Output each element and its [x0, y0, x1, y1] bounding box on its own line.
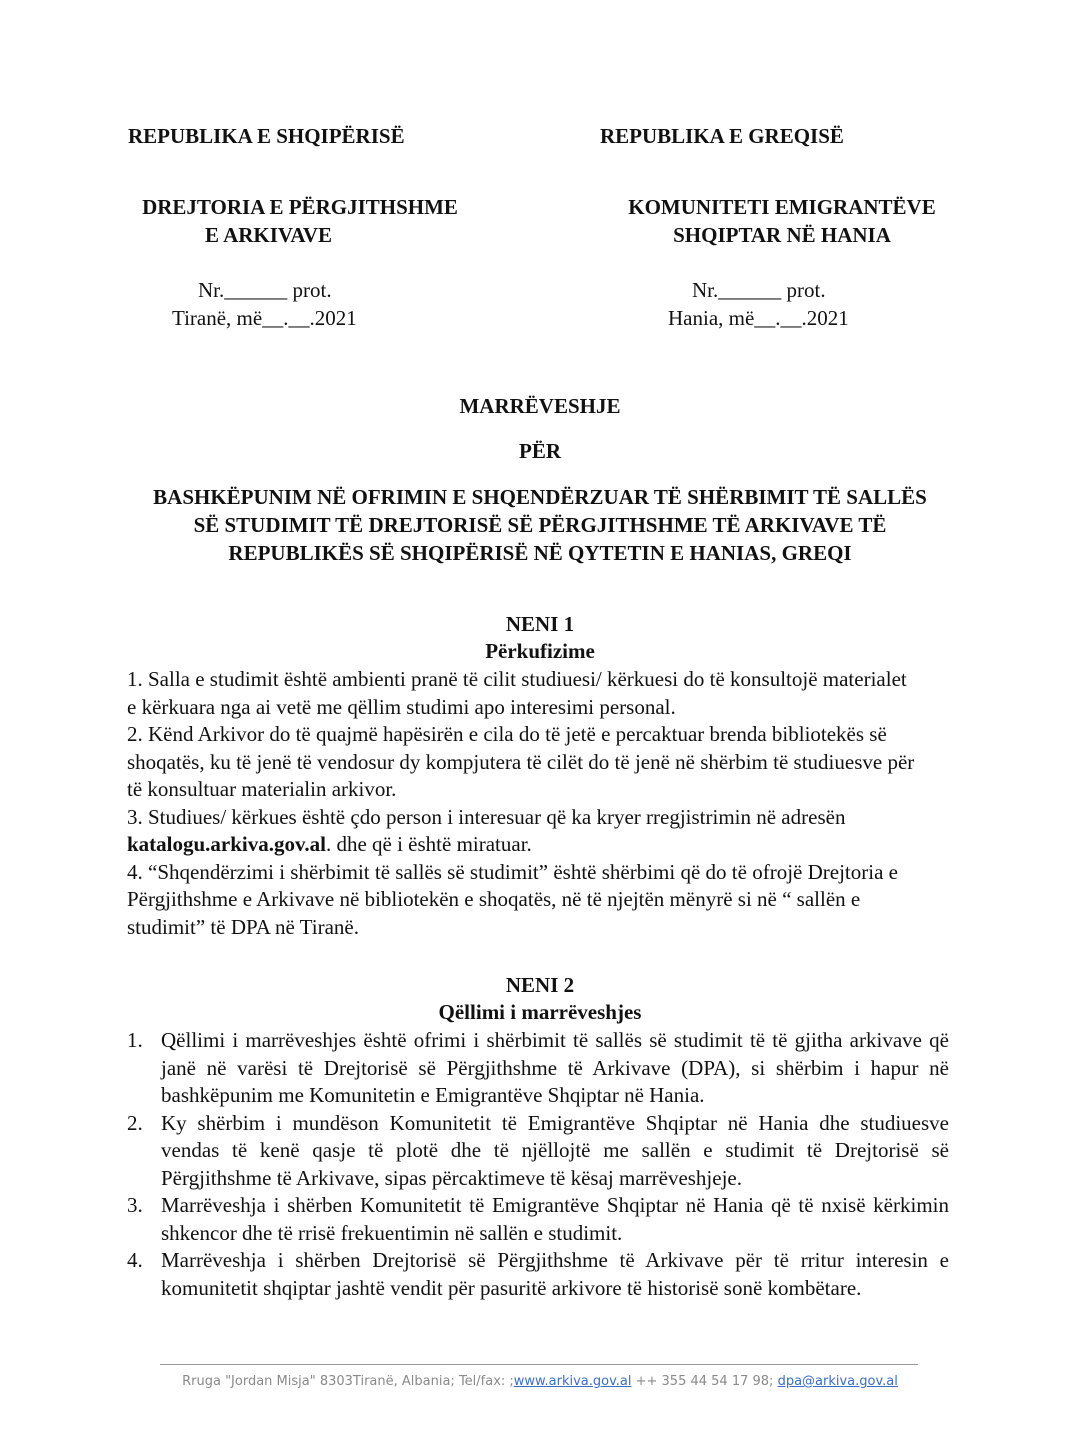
- footer-divider: [160, 1364, 918, 1365]
- right-country-heading: REPUBLIKA E GREQISË: [600, 124, 844, 148]
- list-item-text: Ky shërbim i mundëson Komunitetit të Emigrantëve Shqiptar në Hania dhe studiuesve vendas të kenë qasje të plotë dhe të njëllojtë me sallën e studimit të Drejtorisë së Përgjithshme të Arkivave, sipas përcaktimeve të kësaj marrëveshjeje.: [161, 1110, 949, 1190]
- list-item-text: Marrëveshja i shërben Komunitetit të Emigrantëve Shqiptar në Hania që të nxisë kërkimin shkencor dhe të rrisë frekuentimin në sallën e studimit.: [161, 1193, 949, 1245]
- left-date: Tiranë, më__.__.2021: [172, 306, 357, 330]
- right-org-line2: SHQIPTAR NË HANIA: [673, 223, 891, 247]
- footer-address: Rruga "Jordan Misja" 8303Tiranë, Albania; Tel/fax: ;: [182, 1374, 514, 1389]
- list-item-text: Marrëveshja i shërben Drejtorisë së Përgjithshme të Arkivave për të rritur interesin e komunitetit shqiptar jashtë vendit për pasuritë arkivore të historisë sonë kombëtare.: [161, 1248, 949, 1300]
- list-item-number: 4.: [127, 1248, 143, 1272]
- list-item: [127, 1192, 949, 1247]
- list-item-number: 1.: [127, 1028, 143, 1052]
- email-link[interactable]: dpa@arkiva.gov.al: [777, 1374, 898, 1389]
- catalog-address: katalogu.arkiva.gov.al: [127, 832, 326, 856]
- definition-3-line-1: 3. Studiues/ kërkues është çdo person i interesuar që ka kryer rregjistrimin në adresën: [127, 804, 846, 829]
- right-org-line1: KOMUNITETI EMIGRANTËVE: [628, 195, 936, 219]
- left-org-line1: DREJTORIA E PËRGJITHSHME: [142, 195, 458, 219]
- definition-3-rest: . dhe që i është miratuar.: [325, 832, 532, 856]
- list-item-number: 2.: [127, 1110, 143, 1135]
- article-2-list: [127, 1027, 949, 1302]
- article-1-heading: NENI 1: [505, 612, 575, 636]
- left-org-line2: E ARKIVAVE: [205, 223, 333, 247]
- definition-2-line-2: shoqatës, ku të jenë të vendosur dy kompjutera të cilët do të jenë në shërbim të studiuesve për: [127, 749, 915, 774]
- right-date: Hania, më__.__.2021: [668, 306, 849, 330]
- list-item: [127, 1110, 949, 1193]
- definition-3-line-2: [127, 831, 949, 859]
- definition-2-line-1: 2. Kënd Arkivor do të quajmë hapësirën e cila do të jetë e percaktuar brenda bibliotekës së: [127, 722, 887, 746]
- definition-4-line-3: studimit” të DPA në Tiranë.: [127, 914, 359, 939]
- list-item-text: Qëllimi i marrëveshjes është ofrimi i shërbimit të sallës së studimit të të gjitha arkivave që janë në varësi të Drejtorisë së Përgjithshme të Arkivave (DPA), si shërbim i hapur në bashkëpunim me Komunitetin e Emigrantëve Shqiptar në Hania.: [161, 1028, 949, 1107]
- article-1-subheading: Përkufizime: [485, 639, 595, 663]
- left-country-heading: REPUBLIKA E SHQIPËRISË: [128, 124, 405, 148]
- footer-phone: ++ 355 44 54 17 98;: [631, 1374, 778, 1389]
- website-link[interactable]: www.arkiva.gov.al: [513, 1374, 632, 1389]
- definition-4-line-1: 4. “Shqendërzimi i shërbimit të sallës së studimit” është shërbimi që do të ofrojë Drejtoria e: [127, 859, 898, 884]
- title-per: PËR: [519, 439, 561, 463]
- article-2-subheading: Qëllimi i marrëveshjes: [438, 1000, 642, 1024]
- title-line-3: REPUBLIKËS SË SHQIPËRISË NË QYTETIN E HANIAS, GREQI: [228, 541, 852, 565]
- list-item-number: 3.: [127, 1193, 143, 1217]
- footer: [0, 1372, 1080, 1392]
- list-item: [127, 1027, 949, 1110]
- definition-2-line-3: të konsultuar materialin arkivor.: [127, 777, 397, 801]
- article-2-heading: NENI 2: [505, 973, 575, 997]
- definition-4-line-2: Përgjithshme e Arkivave në bibliotekën e shoqatës, në të njejtën mënyrë si në “ sallën e: [127, 887, 861, 911]
- list-item: [127, 1247, 949, 1302]
- right-protocol-number: Nr.______ prot.: [692, 278, 826, 302]
- article-1-body: [127, 666, 949, 941]
- definition-1-line-2: e kërkuara nga ai vetë me qëllim studimi apo interesimi personal.: [127, 694, 676, 719]
- title-line-2: SË STUDIMIT TË DREJTORISË SË PËRGJITHSHME TË ARKIVAVE TË: [193, 513, 887, 537]
- document-title: MARRËVESHJE: [459, 394, 621, 418]
- left-protocol-number: Nr.______ prot.: [198, 278, 332, 302]
- definition-1-line-1: 1. Salla e studimit është ambienti pranë të cilit studiuesi/ kërkuesi do të konsultojë materialet: [127, 667, 907, 691]
- title-line-1: BASHKËPUNIM NË OFRIMIN E SHQENDËRZUAR TË SHËRBIMIT TË SALLËS: [153, 485, 927, 509]
